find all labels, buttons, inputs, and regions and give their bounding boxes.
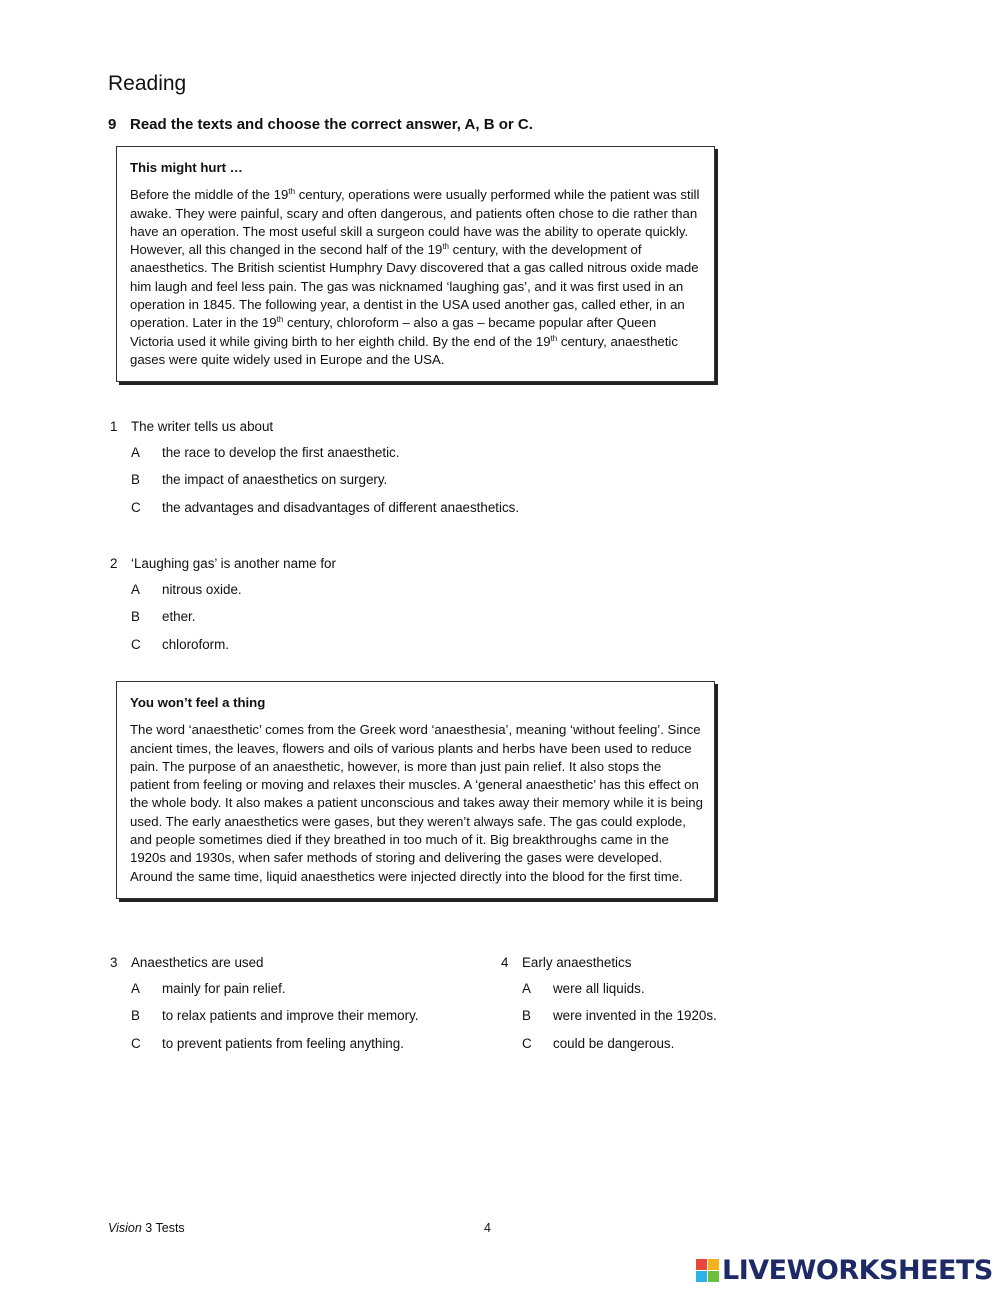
question-2 bbox=[110, 556, 670, 658]
logo-text: LIVEWORKSHEETS bbox=[722, 1254, 993, 1286]
question-stem: The writer tells us about bbox=[131, 419, 274, 434]
logo-block-l bbox=[696, 1259, 707, 1270]
logo-icon bbox=[696, 1259, 719, 1282]
reading-text-box-1 bbox=[116, 146, 715, 382]
option-2a[interactable]: A nitrous oxide. bbox=[131, 582, 242, 598]
liveworksheets-logo bbox=[696, 1253, 996, 1287]
option-1a[interactable]: A the race to develop the first anaesthetic. bbox=[131, 445, 400, 461]
question-stem: ‘Laughing gas’ is another name for bbox=[131, 556, 336, 571]
option-3b[interactable]: B to relax patients and improve their memory. bbox=[131, 1008, 419, 1024]
reading-text-body: Before the middle of the 19th century, operations were usually performed while the patient was still awake. They were painful, scary and often dangerous, and patients often chose to die rather than have an operation. The most useful skill a surgeon could have was the ability to operate quickly. However, all this changed in the second half of the 19th century, with the development of anaesthetics. The British scientist Humphry Davy discovered that a gas called nitrous oxide made him laugh and feel less pain. The gas was nicknamed ‘laughing gas’, and it was first used in an operation in 1845. The following year, a dentist in the USA used another gas, called ether, in an operation. Later in the 19th century, chloroform – also a gas – became popular after Queen Victoria used it while giving birth to her eighth child. By the end of the 19th century, anaesthetic gases were quite widely used in Europe and the USA. bbox=[130, 187, 700, 367]
option-4b[interactable]: B were invented in the 1920s. bbox=[522, 1008, 717, 1024]
option-1b[interactable]: B the impact of anaesthetics on surgery. bbox=[131, 472, 388, 488]
question-stem: Early anaesthetics bbox=[522, 955, 632, 970]
logo-block-e bbox=[708, 1271, 719, 1282]
option-4a[interactable]: A were all liquids. bbox=[522, 981, 645, 997]
section-title: Reading bbox=[108, 72, 187, 95]
question-4 bbox=[501, 955, 801, 1057]
reading-text-title: You won’t feel a thing bbox=[130, 695, 266, 710]
option-4c[interactable]: C could be dangerous. bbox=[522, 1035, 675, 1051]
option-3a[interactable]: A mainly for pain relief. bbox=[131, 981, 286, 997]
exercise-number: 9 bbox=[108, 116, 117, 133]
question-1 bbox=[110, 419, 670, 521]
exercise-instruction bbox=[108, 116, 533, 133]
option-2b[interactable]: B ether. bbox=[131, 609, 196, 625]
reading-text-title: This might hurt … bbox=[130, 160, 243, 175]
option-1c[interactable]: C the advantages and disadvantages of different anaesthetics. bbox=[131, 499, 520, 515]
exercise-instruction-text: Read the texts and choose the correct answer, A, B or C. bbox=[130, 116, 533, 133]
logo-block-v bbox=[696, 1271, 707, 1282]
question-stem: Anaesthetics are used bbox=[131, 955, 264, 970]
question-3 bbox=[110, 955, 490, 1057]
footer-book-title: Vision 3 Tests bbox=[108, 1221, 185, 1235]
question-number: 2 bbox=[110, 556, 118, 571]
question-number: 3 bbox=[110, 955, 118, 970]
page-number: 4 bbox=[484, 1221, 491, 1235]
reading-text-box-2 bbox=[116, 681, 715, 899]
option-3c[interactable]: C to prevent patients from feeling anything. bbox=[131, 1035, 404, 1051]
question-number: 4 bbox=[501, 955, 509, 970]
logo-block-i bbox=[708, 1259, 719, 1270]
question-number: 1 bbox=[110, 419, 118, 434]
reading-text-body: The word ‘anaesthetic’ comes from the Greek word ‘anaesthesia’, meaning ‘without feeling’. Since ancient times, the leaves, flowers and oils of various plants and herbs have been used to reduce pain. The purpose of an anaesthetic, however, is more than just pain relief. It also stops the patient from feeling or moving and relaxes their muscles. A ‘general anaesthetic’ has this effect on the whole body. It also makes a patient unconscious and takes away their memory while it is being used. The early anaesthetics were gases, but they weren’t always safe. The gas could explode, and people sometimes died if they breathed in too much of it. Big breakthroughs came in the 1920s and 1930s, when safer methods of storing and delivering the gases were developed. Around the same time, liquid anaesthetics were injected directly into the blood for the first time. bbox=[130, 722, 703, 884]
option-2c[interactable]: C chloroform. bbox=[131, 636, 229, 652]
